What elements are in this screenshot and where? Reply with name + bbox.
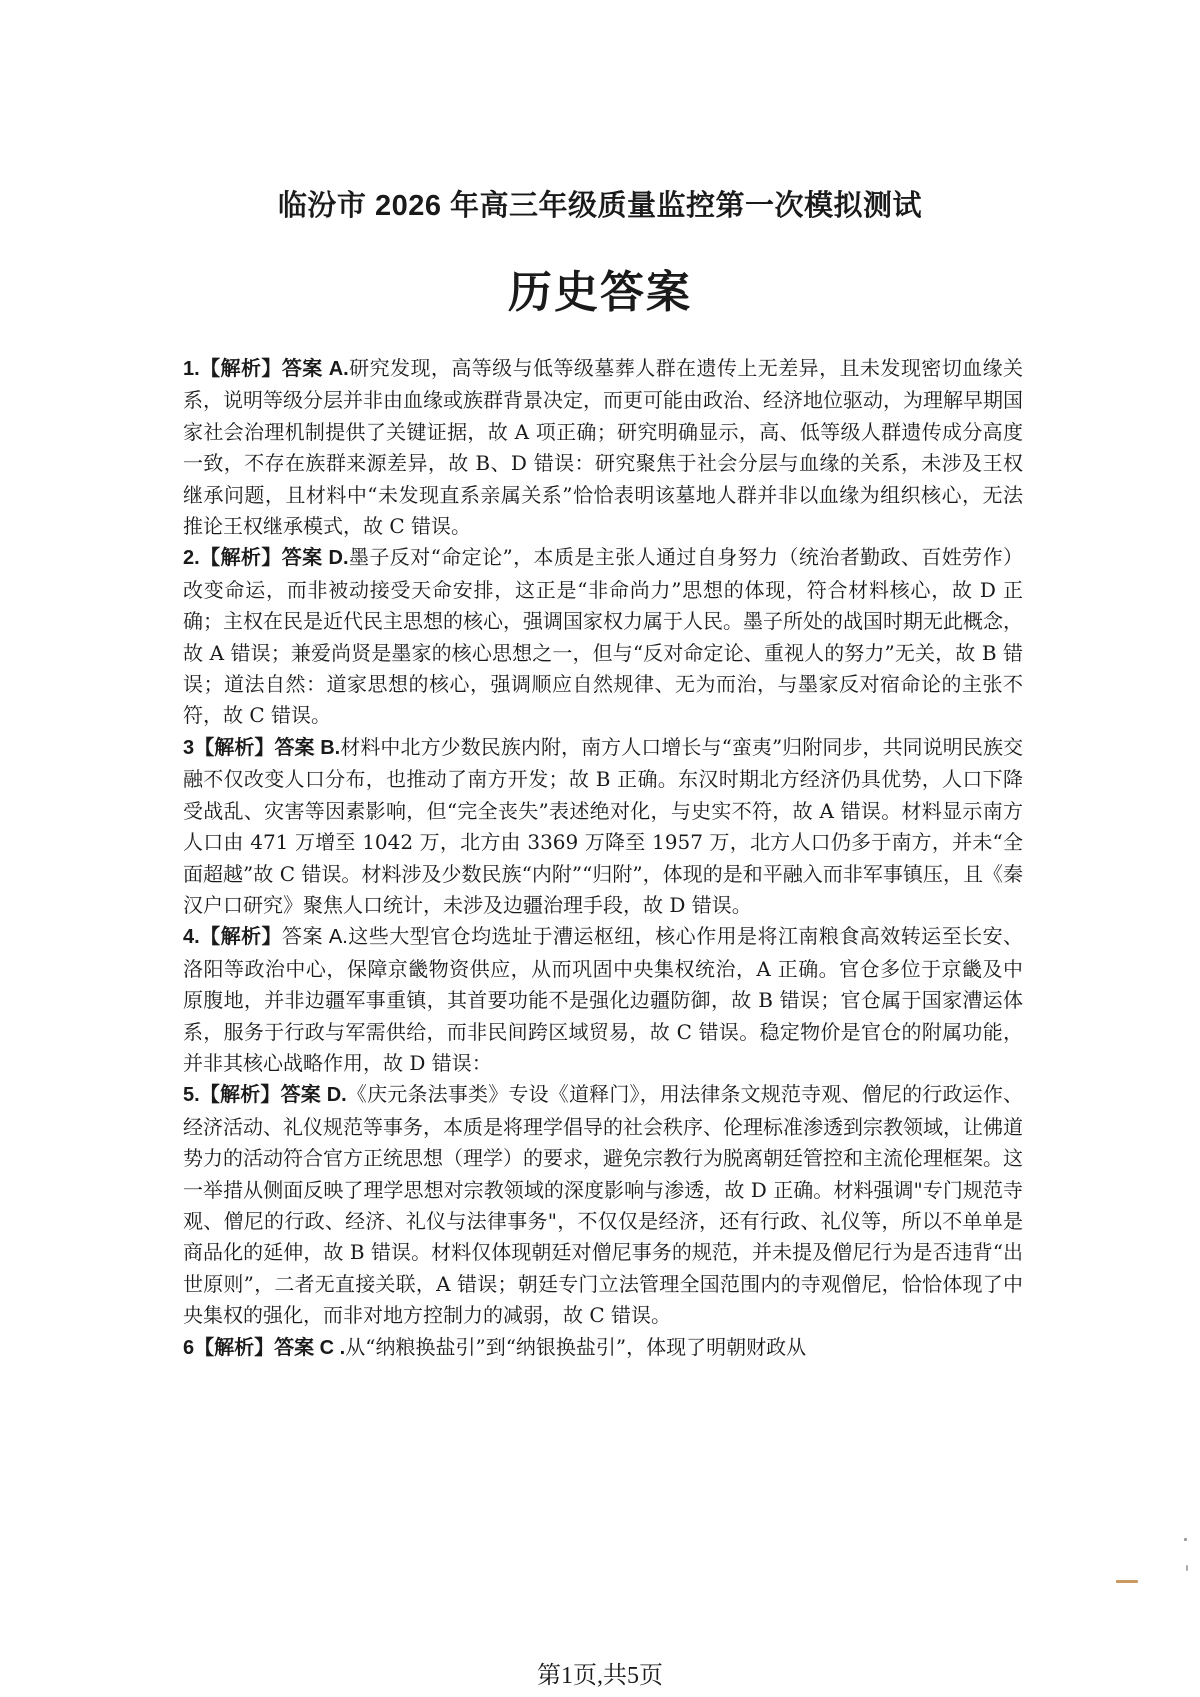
- answer-item-3: [183, 732, 1023, 921]
- scan-speck: [1116, 1580, 1138, 1583]
- page-footer: 第1页,共5页: [537, 1663, 663, 1689]
- answer-number: 6: [183, 1336, 195, 1359]
- answer-explanation: 研究发现，高等级与低等级墓葬人群在遗传上无差异，且未发现密切血缘关系，说明等级分层并非由血缘或族群背景决定，而更可能由政治、经济地位驱动，为理解早期国家社会治理机制提供了关键证据，故 A 项正确；研究明确显示，高、低等级人群遗传成分高度一致，不存在族群来源差异，故 B、D 错误：研究聚焦于社会分层与血缘的关系，未涉及王权继承问题，且材料中“未发现直系亲属关系”恰恰表明该墓地人群并非以血缘为组织核心，无法推论王权继承模式，故 C 错误。: [183, 356, 1024, 539]
- answer-number: 3: [183, 736, 195, 759]
- answer-item-1: [183, 353, 1023, 542]
- answer-key: 答案 D.: [281, 547, 349, 570]
- answer-explanation: 《庆元条法事类》专设《道释门》，用法律条文规范寺观、僧尼的行政运作、经济活动、礼仪规范等事务，本质是将理学倡导的社会秩序、伦理标准渗透到宗教领域，让佛道势力的活动符合官方正统思想（理学）的要求，避免宗教行为脱离朝廷管控和主流伦理框架。这一举措从侧面反映了理学思想对宗教领域的深度影响与渗透，故 D 正确。材料强调"专门规范寺观、僧尼的行政、经济、礼仪与法律事务"，不仅仅是经济，还有行政、礼仪等，所以不单单是商品化的延伸，故 B 错误。材料仅体现朝廷对僧尼事务的规范，并未提及僧尼行为是否违背“出世原则”，二者无直接关联，A 错误；朝廷专门立法管理全国范围内的寺观僧尼，恰恰体现了中央集权的强化，而非对地方控制力的减弱，故 C 错误。: [183, 1082, 1024, 1328]
- answer-key: 答案 C .: [274, 1336, 346, 1359]
- answer-key: 答案 A.: [282, 926, 348, 949]
- analysis-tag: 【解析】: [194, 736, 275, 759]
- analysis-tag: 【解析】: [199, 1084, 281, 1107]
- answer-item-4: [183, 921, 1023, 1079]
- answer-list: [183, 353, 1023, 1364]
- analysis-tag: 【解析】: [199, 926, 282, 949]
- scan-speck: [1186, 1565, 1188, 1571]
- answer-item-6: [183, 1332, 1023, 1364]
- answer-number: 4.: [183, 926, 200, 949]
- subject-title: 历史答案: [508, 268, 692, 317]
- answer-item-2: [183, 542, 1023, 731]
- exam-title: 临汾市 2026 年高三年级质量监控第一次模拟测试: [277, 190, 923, 222]
- answer-item-5: [183, 1079, 1023, 1331]
- scan-speck: [1184, 1538, 1187, 1541]
- answer-key: 答案 D.: [280, 1084, 347, 1107]
- analysis-tag: 【解析】: [199, 358, 282, 380]
- analysis-tag: 【解析】: [194, 1336, 275, 1359]
- answer-number: 5.: [183, 1084, 200, 1107]
- answer-explanation: 这些大型官仓均选址于漕运枢纽，核心作用是将江南粮食高效转运至长安、洛阳等政治中心，保障京畿物资供应，从而巩固中央集权统治，A 正确。官仓多位于京畿及中原腹地，并非边疆军事重镇，其首要功能不是强化边疆防御，故 B 错误；官仓属于国家漕运体系，服务于行政与军需供给，而非民间跨区域贸易，故 C 错误。稳定物价是官仓的附属功能，并非其核心战略作用，故 D 错误：: [183, 924, 1024, 1075]
- answer-explanation: 墨子反对“命定论”，本质是主张人通过自身努力（统治者勤政、百姓劳作）改变命运，而非被动接受天命安排，这正是“非命尚力”思想的体现，符合材料核心，故 D 正确；主权在民是近代民主思想的核心，强调国家权力属于人民。墨子所处的战国时期无此概念，故 A 错误；兼爱尚贤是墨家的核心思想之一，但与“反对命定论、重视人的努力”无关，故 B 错误；道法自然：道家思想的核心，强调顺应自然规律、无为而治，与墨家反对宿命论的主张不符，故 C 错误。: [183, 545, 1023, 728]
- answer-number: 1.: [183, 358, 200, 380]
- answer-explanation: 材料中北方少数民族内附，南方人口增长与“蛮夷”归附同步，共同说明民族交融不仅改变人口分布，也推动了南方开发；故 B 正确。东汉时期北方经济仍具优势，人口下降受战乱、灾害等因素影响，但“完全丧失”表述绝对化，与史实不符，故 A 错误。材料显示南方人口由 471 万增至 1042 万，北方由 3369 万降至 1957 万，北方人口仍多于南方，并未“全面超越”故 C 错误。材料涉及少数民族“内附”“归附”，体现的是和平融入而非军事镇压，且《秦汉户口研究》聚焦人口统计，未涉及边疆治理手段，故 D 错误。: [183, 734, 1024, 917]
- answer-key: 答案 A.: [281, 358, 349, 380]
- analysis-tag: 【解析】: [199, 547, 282, 570]
- answer-explanation: 从“纳粮换盐引”到“纳银换盐引”，体现了明朝财政从: [345, 1334, 807, 1359]
- answer-key: 答案 B.: [274, 736, 341, 759]
- answer-number: 2.: [183, 547, 200, 570]
